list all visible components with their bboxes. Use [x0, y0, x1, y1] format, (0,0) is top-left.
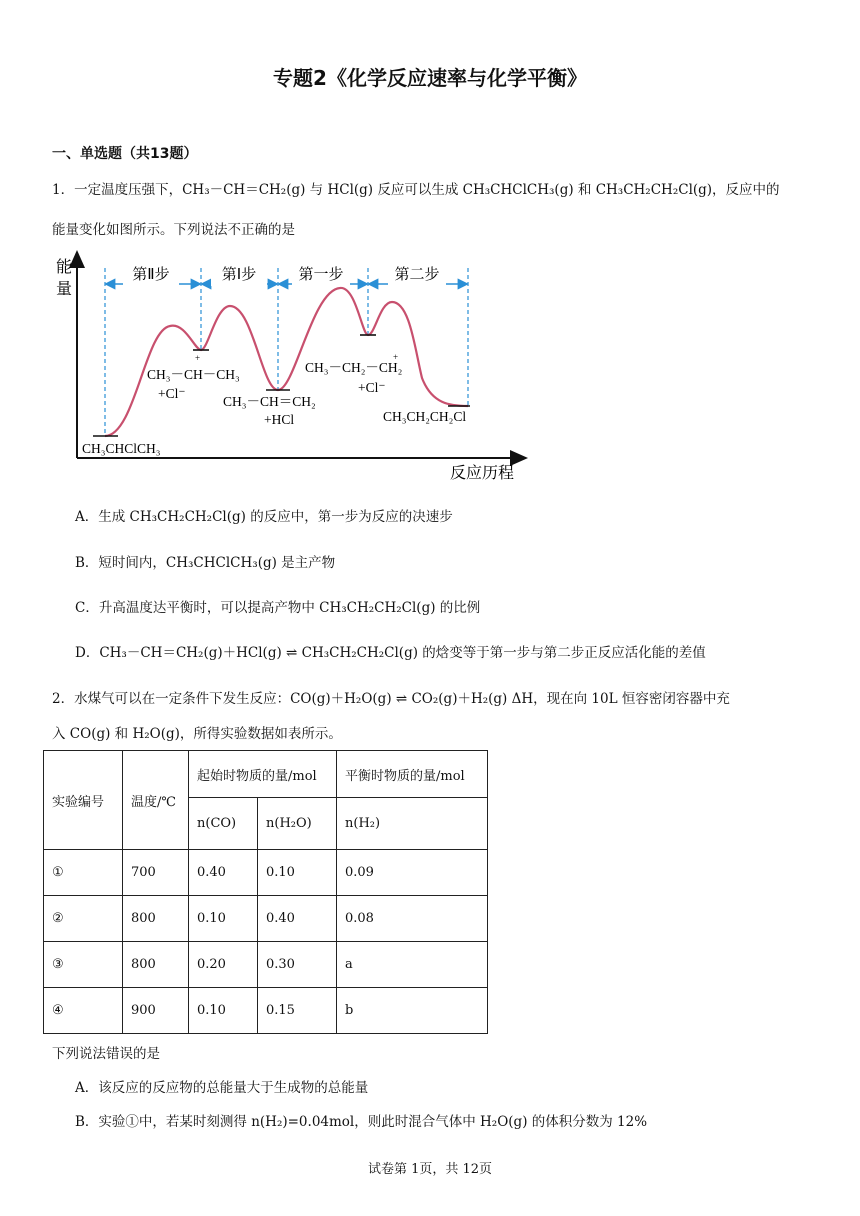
cell-nh2: 0.08	[337, 896, 488, 942]
cell-nh2: 0.09	[337, 850, 488, 896]
cell-temp: 800	[123, 896, 189, 942]
x-axis-label: 反应历程	[450, 463, 515, 482]
experiment-table	[43, 750, 488, 1034]
th-nco: n(CO)	[189, 798, 258, 850]
table-row	[44, 896, 488, 942]
q2-stem-line1: 2．水煤气可以在一定条件下发生反应：CO(g)＋H₂O(g) ⇌ CO₂(g)＋H₂(g) ΔH，现在向 10L 恒容密闭容器中充	[52, 691, 730, 707]
cell-temp: 700	[123, 850, 189, 896]
table-row	[44, 988, 488, 1034]
table-row	[44, 850, 488, 896]
q1-stem-line2: 能量变化如图所示。下列说法不正确的是	[52, 222, 295, 238]
cell-nh2o: 0.10	[258, 850, 337, 896]
q1-option-b: B．短时间内，CH₃CHClCH₃(g) 是主产物	[75, 555, 336, 571]
cell-nh2o: 0.30	[258, 942, 337, 988]
q2-prompt: 下列说法错误的是	[52, 1046, 160, 1062]
q2-option-b: B．实验①中，若某时刻测得 n(H₂)=0.04mol，则此时混合气体中 H₂O(g) 的体积分数为 12%	[75, 1114, 648, 1130]
table-row	[44, 942, 488, 988]
cell-nco: 0.40	[189, 850, 258, 896]
q1-option-a: A．生成 CH₃CH₂CH₂Cl(g) 的反应中，第一步为反应的决速步	[75, 509, 453, 525]
y-axis-label-char2: 量	[56, 279, 73, 298]
species-s5: CH₃CH₂CH₂Cl	[383, 409, 467, 424]
plus-s2: +	[195, 353, 201, 363]
species-s4a: CH₃－CH₂－CH₂	[305, 360, 403, 375]
cell-exp: ②	[44, 896, 123, 942]
species-s3a: CH₃－CH＝CH₂	[223, 394, 316, 409]
step-label-I: 第Ⅰ步	[221, 265, 257, 283]
energy-diagram	[50, 250, 530, 485]
cell-temp: 900	[123, 988, 189, 1034]
section-heading: 一、单选题（共13题）	[52, 146, 198, 162]
th-nh2o: n(H₂O)	[258, 798, 337, 850]
cell-nco: 0.10	[189, 988, 258, 1034]
cell-nh2: b	[337, 988, 488, 1034]
th-start: 起始时物质的量/mol	[189, 751, 337, 798]
plus-s4: +	[393, 352, 399, 362]
cell-exp: ③	[44, 942, 123, 988]
cell-temp: 800	[123, 942, 189, 988]
th-eq: 平衡时物质的量/mol	[337, 751, 488, 798]
th-temp: 温度/℃	[123, 751, 189, 850]
page-footer: 试卷第 1页，共 12页	[367, 1162, 493, 1177]
species-s2a: CH₃－CH－CH₃	[147, 367, 240, 382]
q2-option-a: A．该反应的反应物的总能量大于生成物的总能量	[75, 1080, 369, 1096]
cell-exp: ④	[44, 988, 123, 1034]
q1-option-d: D．CH₃－CH＝CH₂(g)＋HCl(g) ⇌ CH₃CH₂CH₂Cl(g) 的焓变等于第一步与第二步正反应活化能的差值	[75, 645, 706, 661]
species-s3b: +HCl	[264, 412, 295, 427]
y-axis-label-char1: 能	[56, 257, 73, 276]
cell-nh2o: 0.15	[258, 988, 337, 1034]
cell-exp: ①	[44, 850, 123, 896]
species-s1: CH₃CHClCH₃	[82, 441, 161, 456]
th-exp: 实验编号	[44, 751, 123, 850]
species-s4b: +Cl⁻	[358, 380, 386, 395]
q1-option-c: C．升高温度达平衡时，可以提高产物中 CH₃CH₂CH₂Cl(g) 的比例	[75, 600, 481, 616]
th-nh2: n(H₂)	[337, 798, 488, 850]
q1-stem-line1: 1．一定温度压强下，CH₃－CH＝CH₂(g) 与 HCl(g) 反应可以生成 CH₃CHClCH₃(g) 和 CH₃CH₂CH₂Cl(g)，反应中的	[52, 182, 780, 198]
step-label-2: 第二步	[394, 265, 440, 283]
cell-nco: 0.10	[189, 896, 258, 942]
species-s2b: +Cl⁻	[158, 386, 186, 401]
cell-nh2o: 0.40	[258, 896, 337, 942]
page-title: 专题2《化学反应速率与化学平衡》	[273, 66, 587, 90]
step-label-II: 第Ⅱ步	[132, 265, 170, 283]
q2-stem-line2: 入 CO(g) 和 H₂O(g)，所得实验数据如表所示。	[52, 726, 342, 742]
step-label-1: 第一步	[298, 265, 344, 283]
cell-nco: 0.20	[189, 942, 258, 988]
cell-nh2: a	[337, 942, 488, 988]
